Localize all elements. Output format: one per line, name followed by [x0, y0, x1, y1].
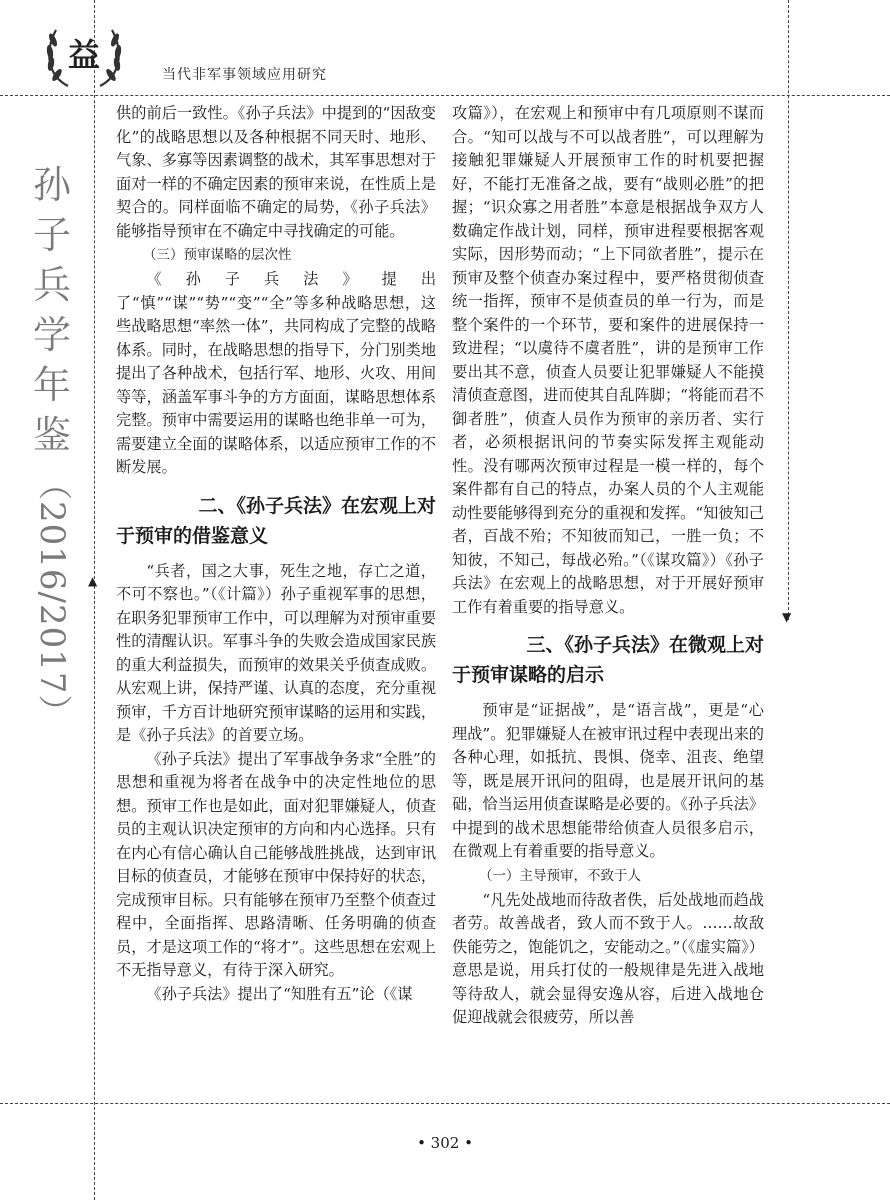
paragraph: 《孙子兵法》提出了军事战争务求“全胜”的思想和重视为将者在战争中的决定性地位的思想。预审工作也是如此，面对犯罪嫌疑人，侦查员的主观认识决定预审的方向和内心选择。只有在内心有信心确认自己能够战胜挑战，达到审讯目标的侦查员，才能够在预审中保持好的状态，完成预审目标。只有能够在预审乃至整个侦查过程中，全面指挥、思路清晰、任务明确的侦查员，才是这项工作的“将才”。这些思想在宏观上不无指导意义，有待于深入研究。 [116, 749, 436, 979]
right-text-column [452, 102, 764, 1030]
left-text-column [116, 102, 436, 1006]
paragraph: 《孙子兵法》提出了“知胜有五”论（《谋 [146, 984, 413, 1003]
laurel-wreath-icon [38, 16, 130, 94]
paragraph: 《孙子兵法》提出了“慎”“谋”“势”“变”“全”等多种战略思想，这些战略思想“率然一体”，共同构成了完整的战略体系。同时，在战略思想的指导下，分门别类地提出了各种战术，包括行军、地形、火攻、用间等等，涵盖军事斗争的方方面面，谋略思想体系完整。预审中需要运用的谋略也绝非单一可为，需要建立全面的谋略体系，以适应预审工作的不断发展。 [116, 270, 436, 476]
paragraph: 攻篇》），在宏观上和预审中有几项原则不谋而合。“知可以战与不可以战者胜”，可以理解为接触犯罪嫌疑人开展预审工作的时机要把握好，不能打无准备之战，要有“战则必胜”的把握；“识众寡之用者胜”本意是根据战争双方人数确定作战计划，同样，预审进程要根据客观实际，因形势而动；“上下同欲者胜”，提示在预审及整个侦查办案过程中，要严格贯彻侦查统一指挥，预审不是侦查员的单一行为，而是整个案件的一个环节，要和案件的进展保持一致进程；“以虞待不虞者胜”，讲的是预审工作要出其不意，侦查人员要让犯罪嫌疑人不能摸清侦查意图，进而使其自乱阵脚；“将能而君不御者胜”，侦查人员作为预审的亲历者、实行者，必须根据讯问的节奏实际发挥主观能动性。没有哪两次预审过程是一模一样的，每个案件都有自己的特点，办案人员的个人主观能动性要能够得到充分的重视和发挥。“知彼知己者，百战不殆；不知彼而知己，一胜一负；不知彼，不知己，每战必殆。”（《谋攻篇》）《孙子兵法》在宏观上的战略思想，对于开展好预审工作有着重要的指导意义。 [452, 104, 764, 616]
paragraph: “凡先处战地而待敌者佚，后处战地而趋战者劳。故善战者，致人而不致于人。……故敌佚能劳之，饱能饥之，安能动之。”（《虚实篇》）意思是说，用兵打仗的一般规律是先进入战地等待敌人，就会显得安逸从容，后进入战地仓促迎战就会很疲劳，所以善 [452, 890, 764, 1026]
section-heading-2 [116, 491, 436, 551]
subheading: （三）预审谋略的层次性 [143, 247, 292, 263]
subheading: （一）主导预审，不致于人 [479, 867, 641, 884]
year-range: （2016/2017） [32, 466, 72, 730]
yearbook-logo [38, 16, 130, 94]
heading-line-2: 于预审的借鉴意义 [116, 524, 269, 547]
book-title-text: 孙子兵学年鉴 [32, 163, 71, 457]
heading-line-2: 于预审谋略的启示 [452, 664, 605, 686]
left-margin-line [94, 0, 95, 1200]
section-heading-3 [452, 630, 764, 690]
logo-glyph: 益 [67, 36, 101, 74]
paragraph: 预审是“证据战”，是“语言战”，更是“心理战”。犯罪嫌疑人在被审讯过程中表现出来的各种心理，如抵抗、畏惧、侥幸、沮丧、绝望等，既是展开讯问的阻碍，也是展开讯问的基础，恰当运用侦查谋略是必要的。《孙子兵法》中提到的战术思想能带给侦查人员很多启示，在微观上有着重要的指导意义。 [452, 701, 764, 860]
book-side-title [22, 160, 82, 730]
heading-line-1: 三、《孙子兵法》在微观上对 [526, 634, 764, 656]
arrow-up-icon: ▲ [88, 574, 98, 588]
paragraph: 供的前后一致性。《孙子兵法》中提到的“因敌变化”的战略思想以及各种根据不同天时、地形、气象、多寡等因素调整的战术，其军事思想对于面对一样的不确定因素的预审来说，在性质上是契合的。同样面临不确定的局势，《孙子兵法》能够指导预审在不确定中寻找确定的可能。 [116, 104, 436, 240]
page-number: • 302 • [417, 1134, 473, 1152]
header-divider [0, 95, 890, 96]
right-margin-line [788, 0, 789, 620]
footer-divider [0, 1103, 890, 1104]
arrow-down-icon: ▼ [782, 610, 792, 624]
running-header-title: 当代非军事领域应用研究 [162, 67, 327, 83]
paragraph: “兵者，国之大事，死生之地，存亡之道，不可不察也。”（《计篇》）孙子重视军事的思想，在职务犯罪预审工作中，可以理解为对预审重要性的清醒认识。军事斗争的失败会造成国家民族的重大利益损失，而预审的效果关乎侦查成败。从宏观上讲，保持严谨、认真的态度，充分重视预审，千方百计地研究预审谋略的运用和实践，是《孙子兵法》的首要立场。 [116, 561, 436, 744]
heading-line-1: 二、《孙子兵法》在宏观上对 [198, 494, 436, 517]
